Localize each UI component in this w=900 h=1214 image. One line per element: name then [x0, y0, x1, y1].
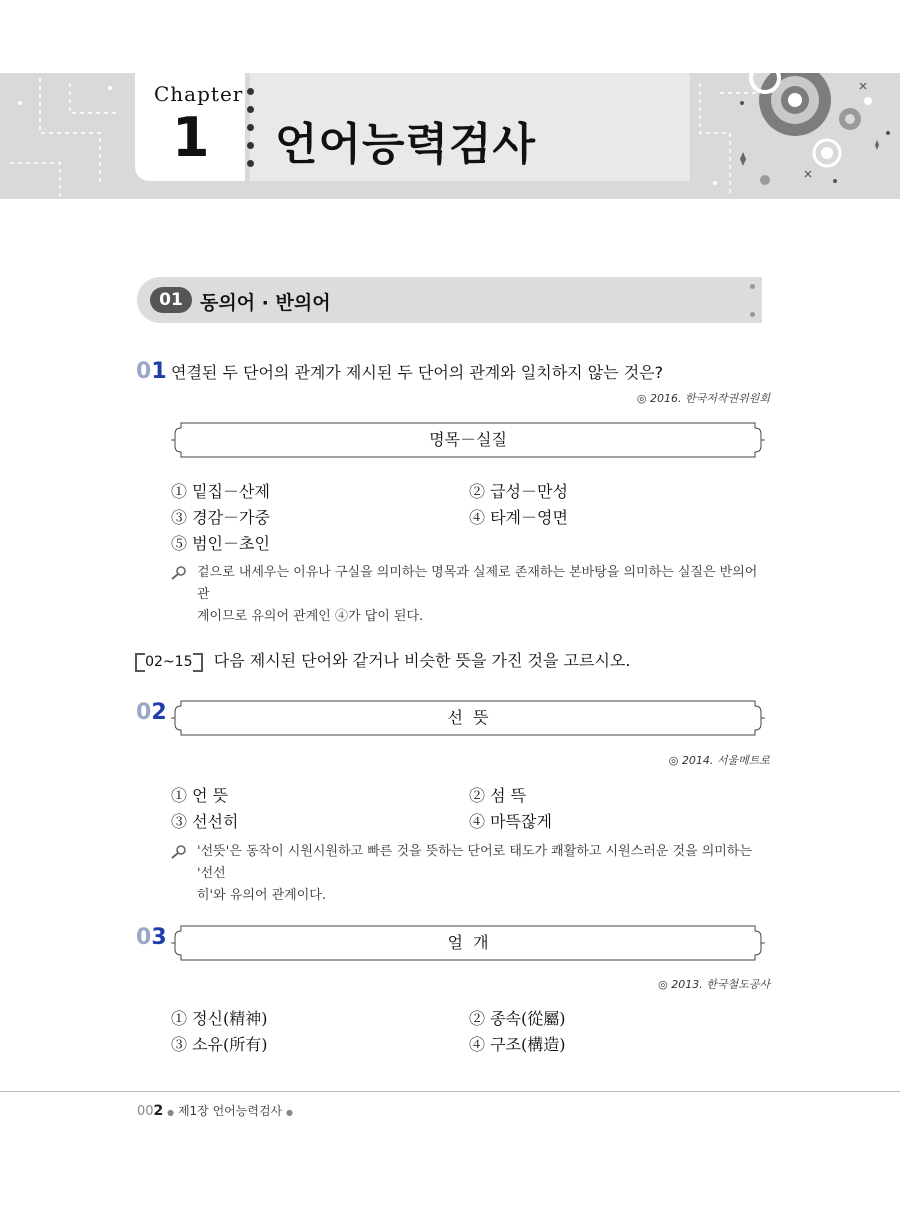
divider-dot — [247, 142, 254, 149]
chapter-title: 언어능력검사 — [275, 119, 537, 170]
option-3[interactable]: ③ 선선히 — [171, 812, 239, 831]
option-3[interactable]: ③ 소유(所有) — [171, 1035, 268, 1054]
divider-dot — [247, 124, 254, 131]
question-range: 02~15 — [145, 654, 193, 670]
word-box — [171, 700, 765, 736]
divider-dot — [247, 160, 254, 167]
option-5[interactable]: ⑤ 범인－초인 — [171, 534, 270, 553]
chapter-label: Chapter — [154, 82, 244, 106]
word-box-text: 얼 개 — [447, 933, 489, 952]
option-1[interactable]: ① 밑집－산제 — [171, 482, 270, 501]
section-dot — [750, 284, 755, 289]
option-4[interactable]: ④ 마뜩잖게 — [469, 812, 552, 831]
explanation: '선뜻'은 동작이 시원시원하고 빠른 것을 뜻하는 단어로 태도가 쾌활하고 시원스러운 것을 의미하는 '선선 히'와 유의어 관계이다. — [197, 844, 752, 903]
footer-divider — [0, 1091, 900, 1092]
explanation: 겉으로 내세우는 이유나 구실을 의미하는 명목과 실제로 존재하는 본바탕을 의미하는 실질은 반의어 관 계이므로 유의어 관계인 ④가 답이 된다. — [197, 565, 758, 624]
word-box — [171, 422, 765, 458]
option-4[interactable]: ④ 타계－영면 — [469, 508, 568, 527]
word-box-text: 선 뜻 — [447, 708, 489, 727]
divider-dot — [247, 106, 254, 113]
footer — [137, 1102, 293, 1119]
option-1[interactable]: ① 정신(精神) — [171, 1009, 268, 1028]
word-box-text: 명목－실질 — [429, 430, 507, 449]
option-2[interactable]: ② 종속(從屬) — [469, 1009, 566, 1028]
question-text: 연결된 두 단어의 관계가 제시된 두 단어의 관계와 일치하지 않는 것은? — [171, 363, 664, 382]
section-dot — [750, 312, 755, 317]
footer-bullet: ● — [285, 1108, 293, 1117]
chapter-number: 1 — [172, 106, 210, 169]
section-badge: 01 — [150, 287, 192, 313]
question-number: 03 — [136, 925, 167, 950]
question-source: ◎ 2016. 한국저작권위원회 — [636, 392, 770, 405]
option-3[interactable]: ③ 경감－가중 — [171, 508, 270, 527]
instruction — [135, 648, 630, 671]
instruction-text: 다음 제시된 단어와 같거나 비슷한 뜻을 가진 것을 고르시오. — [213, 651, 631, 670]
question-number: 01 — [136, 359, 167, 384]
option-2[interactable]: ② 급성－만성 — [469, 482, 568, 501]
footer-bullet: ● — [167, 1108, 175, 1117]
divider-dot — [247, 88, 254, 95]
question-source: ◎ 2014. 서울메트로 — [668, 754, 770, 767]
page-number: 2 — [153, 1103, 164, 1119]
option-1[interactable]: ① 언 뜻 — [171, 786, 229, 805]
question-number: 02 — [136, 700, 167, 725]
word-box — [171, 925, 765, 961]
page-number-prefix: 00 — [137, 1104, 154, 1119]
footer-chapter-label: 제1장 언어능력검사 — [177, 1104, 283, 1118]
option-2[interactable]: ② 섬 뜩 — [469, 786, 527, 805]
question-source: ◎ 2013. 한국철도공사 — [658, 978, 770, 991]
section-title: 동의어 · 반의어 — [200, 292, 331, 314]
magnifier-icon — [171, 566, 187, 580]
option-4[interactable]: ④ 구조(構造) — [469, 1035, 566, 1054]
magnifier-icon — [171, 845, 187, 859]
